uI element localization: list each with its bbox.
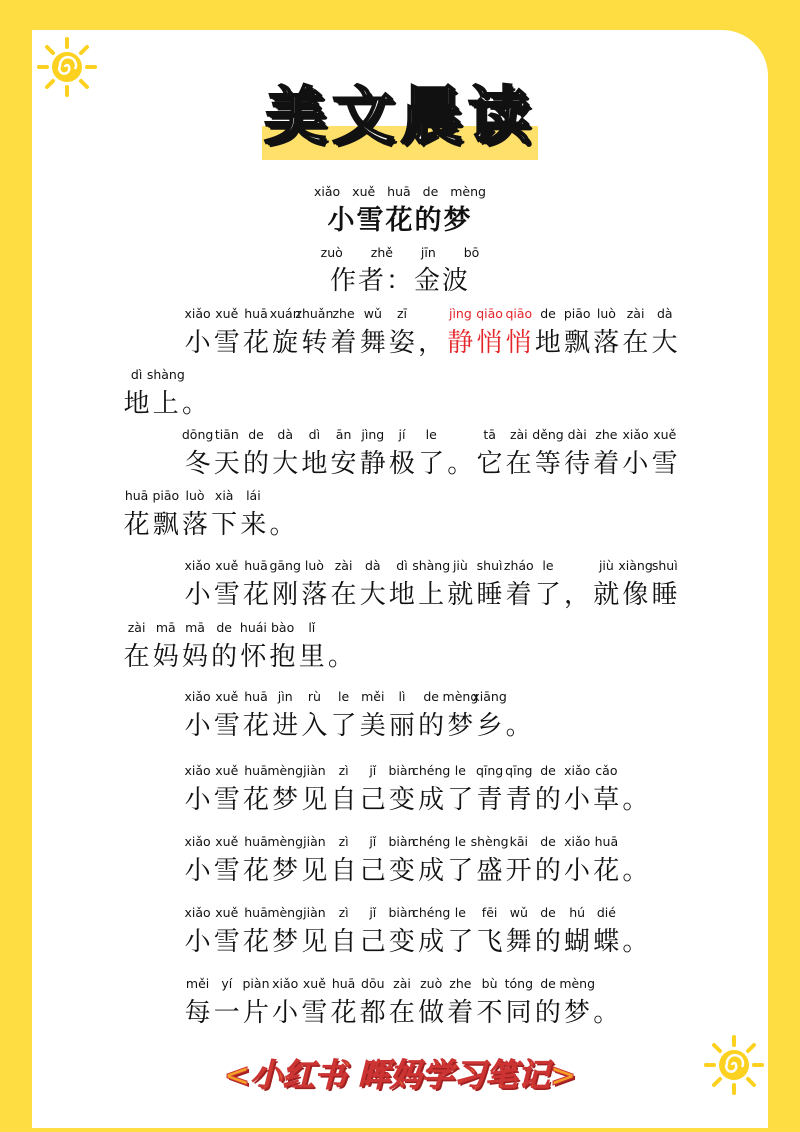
pinyin-syllable: biàn [388,834,416,849]
pinyin-syllable: zài [509,427,528,442]
hanzi-char: 下 [211,510,238,540]
hanzi-char: 乡 [476,711,503,741]
hanzi-char: ， [564,580,591,610]
hanzi-char: 雪 [213,856,240,886]
pinyin-syllable: zì [338,763,349,778]
hanzi-char: 冬 [184,449,211,479]
author-line: 作者：金波 [329,266,470,296]
pinyin-syllable: jiù [598,558,614,573]
hanzi-char: 着 [447,998,474,1028]
pinyin-syllable: dōu [361,976,385,991]
hanzi-char: 大 [359,580,386,610]
hanzi-char: 雪 [213,785,240,815]
pinyin-syllable: mèng [267,763,304,778]
pinyin-syllable: tóng [504,976,533,991]
pinyin-syllable: piàn [242,976,270,991]
story-line [183,779,650,815]
pinyin-syllable: de [540,834,556,849]
hanzi-char: 蝴 [564,927,591,957]
title-pinyin: xiǎo xuě huā de mèng [314,184,486,199]
hanzi-char: 每 [184,998,211,1028]
hanzi-char: 飘 [564,328,591,358]
pinyin-syllable: dōng [181,427,214,442]
hanzi-char: 花 [242,856,269,886]
pinyin-syllable: děng [532,427,564,442]
pinyin-syllable: huái [239,620,267,635]
hanzi-char: 小 [184,785,211,815]
hanzi-char: 天 [213,449,240,479]
hanzi-char: 。 [181,389,208,419]
hanzi-char: 大 [272,449,299,479]
pinyin-syllable: biàn [388,905,416,920]
pinyin-syllable: mèng [559,976,596,991]
pinyin-syllable: xiǎo [184,689,211,704]
story-title: 小雪花的梦 [327,205,473,236]
pinyin-syllable: zài [393,976,411,991]
hanzi-char: 地 [123,389,150,419]
pinyin-syllable: jí [398,427,406,442]
hanzi-char: 雪 [213,927,240,957]
pinyin-syllable: mā [185,620,205,635]
hanzi-char: 安 [330,449,357,479]
pinyin-syllable: qīng [505,763,533,778]
pinyin-syllable: jiàn [303,763,326,778]
hanzi-char: 地 [301,449,328,479]
pinyin-syllable: de [540,976,556,991]
pinyin-syllable: ān [335,427,352,442]
pinyin-syllable: xuě [215,558,239,573]
pinyin-syllable: huā [594,834,619,849]
hanzi-char: 悄 [476,328,503,358]
pinyin-syllable: luò [596,306,616,321]
pinyin-syllable: jìng [361,427,385,442]
hanzi-char: 小 [184,580,211,610]
hanzi-char: 。 [447,449,474,479]
pinyin-syllable: zī [396,306,408,321]
hanzi-char: 了 [330,711,357,741]
hanzi-char: 一 [213,998,240,1028]
pinyin-syllable: huā [244,558,268,573]
hanzi-char: 开 [505,856,532,886]
pinyin-syllable: mā [155,620,176,635]
pinyin-syllable: chéng [412,763,451,778]
pinyin-syllable: le [425,427,437,442]
hanzi-char: 它 [476,449,503,479]
pinyin-syllable: huā [331,976,356,991]
hanzi-char: 姿 [388,328,415,358]
hanzi-char: 的 [418,711,445,741]
hanzi-char: 的 [211,642,238,672]
pinyin-syllable: qiāo [476,306,503,321]
pinyin-syllable: mèng [267,905,304,920]
pinyin-syllable: dà [656,306,673,321]
hanzi-char: 就 [447,580,474,610]
hanzi-char: 在 [505,449,532,479]
hanzi-char: 待 [564,449,591,479]
pinyin-syllable: hú [569,905,586,920]
hanzi-char: 梦 [564,998,591,1028]
hanzi-char: 变 [388,927,415,957]
hanzi-char: 怀 [240,642,267,672]
hanzi-char: 己 [359,785,386,815]
hanzi-char: 雪 [301,998,328,1028]
hanzi-char: 飞 [476,927,503,957]
pinyin-syllable: zuò [420,976,443,991]
hanzi-char: 成 [418,927,445,957]
hanzi-char: 的 [534,998,561,1028]
pinyin-syllable: huā [244,306,268,321]
hanzi-char: 花 [242,580,269,610]
pinyin-syllable: rù [307,689,321,704]
hanzi-char: 了 [447,856,474,886]
hanzi-char: 转 [301,328,328,358]
hanzi-char: 地 [388,580,415,610]
pinyin-syllable: fēi [481,905,498,920]
hanzi-char: 睡 [476,580,503,610]
pinyin-syllable: xiǎo [184,558,211,573]
header-title: 美文晨读 [263,79,536,152]
hanzi-char: 雪 [213,328,240,358]
hanzi-char: 。 [622,785,649,815]
hanzi-char: 悄 [505,328,532,358]
hanzi-char: 己 [359,927,386,957]
hanzi-char: 旋 [272,328,299,358]
story-line [183,850,650,886]
pinyin-syllable: zhe [332,306,355,321]
pinyin-syllable: dié [596,905,616,920]
hanzi-char: 在 [330,580,357,610]
pinyin-syllable: dì [396,558,408,573]
hanzi-char: 着 [330,328,357,358]
hanzi-char: 舞 [505,927,532,957]
pinyin-syllable: zài [334,558,353,573]
pinyin-syllable: xiǎo [622,427,649,442]
pinyin-syllable: jǐ [369,763,377,778]
pinyin-syllable: xuě [215,689,239,704]
pinyin-syllable: qiāo [505,306,533,321]
hanzi-char: 睡 [651,580,678,610]
pinyin-syllable: xiǎo [184,306,211,321]
pinyin-syllable: luò [185,488,205,503]
hanzi-char: 蝶 [593,927,620,957]
hanzi-char: 妈 [152,642,179,672]
pinyin-syllable: le [338,689,350,704]
hanzi-char: 花 [330,998,357,1028]
story-line [183,443,679,479]
pinyin-syllable: xiǎo [184,763,211,778]
hanzi-char: 的 [242,449,269,479]
hanzi-char: 小 [564,856,591,886]
pinyin-syllable: dì [308,427,321,442]
pinyin-syllable: yí [221,976,233,991]
hanzi-char: 梦 [272,785,299,815]
hanzi-char: 舞 [359,328,386,358]
hanzi-char: 来 [240,510,267,540]
hanzi-char: 妈 [181,642,208,672]
pinyin-syllable: luò [304,558,324,573]
hanzi-char: 草 [593,785,620,815]
hanzi-char: 的 [534,856,561,886]
hanzi-char: 成 [418,856,445,886]
pinyin-syllable: shèng [470,834,509,849]
story-line [183,322,679,358]
pinyin-syllable: mèng [267,834,304,849]
pinyin-syllable: qīng [475,763,504,778]
hanzi-char: 小 [272,998,299,1028]
pinyin-syllable: biàn [388,763,416,778]
hanzi-char: 雪 [213,580,240,610]
author-pinyin: zuò zhě jīn bō [320,245,480,260]
hanzi-char: 上 [152,389,179,419]
pinyin-syllable: huā [244,763,268,778]
hanzi-char: 小 [184,927,211,957]
pinyin-syllable: zhe [449,976,472,991]
pinyin-syllable: de [540,306,556,321]
pinyin-syllable: shuì [476,558,503,573]
story-line [183,921,650,957]
hanzi-char: 美 [359,711,386,741]
hanzi-char: 刚 [272,580,299,610]
hanzi-char: 见 [301,856,328,886]
pinyin-syllable: jiàn [303,834,326,849]
hanzi-char: 梦 [447,711,474,741]
hanzi-char: 进 [272,711,299,741]
pinyin-syllable: de [540,905,556,920]
hanzi-char: 。 [269,510,296,540]
pinyin-syllable: xuě [215,905,239,920]
story-line [183,992,621,1028]
pinyin-syllable: shàng [412,558,451,573]
hanzi-char: 自 [330,856,357,886]
pinyin-syllable: le [542,558,554,573]
hanzi-char: 。 [593,998,620,1028]
hanzi-char: 成 [418,785,445,815]
pinyin-syllable: xià [214,488,234,503]
hanzi-char: 里 [298,642,325,672]
hanzi-char: 极 [388,449,415,479]
pinyin-syllable: xiāng [472,689,507,704]
hanzi-char: 飘 [152,510,179,540]
hanzi-char: 入 [301,711,328,741]
pinyin-syllable: chéng [412,905,451,920]
hanzi-char: 着 [593,449,620,479]
pinyin-syllable: bù [481,976,498,991]
pinyin-syllable: měi [361,689,385,704]
hanzi-char: 小 [622,449,649,479]
story-line [122,504,297,540]
hanzi-char: 了 [447,927,474,957]
pinyin-syllable: xuě [215,306,239,321]
hanzi-char: 自 [330,927,357,957]
pinyin-syllable: jiàn [303,905,326,920]
pinyin-syllable: xiǎo [272,976,299,991]
hanzi-char: 小 [184,856,211,886]
hanzi-char: 雪 [213,711,240,741]
hanzi-char: 抱 [269,642,296,672]
story-line [122,636,356,672]
pinyin-syllable: xuě [215,834,239,849]
pinyin-syllable: de [248,427,264,442]
hanzi-char: 就 [593,580,620,610]
pinyin-syllable: xiǎo [564,834,591,849]
pinyin-syllable: zhe [595,427,618,442]
pinyin-syllable: le [454,905,466,920]
pinyin-syllable: huā [244,689,268,704]
hanzi-char: 变 [388,785,415,815]
pinyin-syllable: chéng [412,834,451,849]
hanzi-char: 见 [301,927,328,957]
pinyin-syllable: piāo [152,488,180,503]
hanzi-char: 花 [242,927,269,957]
pinyin-syllable: de [540,763,556,778]
pinyin-syllable: le [454,763,466,778]
hanzi-char: 小 [184,711,211,741]
pinyin-syllable: huā [124,488,149,503]
pinyin-syllable: cǎo [595,763,618,778]
hanzi-char: 雪 [651,449,678,479]
pinyin-syllable: xuě [215,763,239,778]
pinyin-syllable: zháo [503,558,534,573]
hanzi-char: 静 [359,449,386,479]
pinyin-syllable: bào [270,620,295,635]
hanzi-char: 等 [534,449,561,479]
hanzi-char: 花 [242,328,269,358]
hanzi-char: 。 [622,856,649,886]
hanzi-char: 盛 [476,856,503,886]
hanzi-char: 花 [242,785,269,815]
pinyin-syllable: jǐ [369,834,377,849]
hanzi-char: 的 [534,927,561,957]
pinyin-syllable: xiǎo [184,905,211,920]
hanzi-char: 了 [447,785,474,815]
hanzi-char: 。 [505,711,532,741]
hanzi-char: 小 [564,785,591,815]
hanzi-char: 落 [181,510,208,540]
pinyin-syllable: xiǎo [564,763,591,778]
pinyin-syllable: mèng [442,689,479,704]
hanzi-char: 在 [622,328,649,358]
pinyin-syllable: wǔ [363,306,382,321]
hanzi-char: 花 [242,711,269,741]
pinyin-syllable: le [454,834,466,849]
pinyin-syllable: xiǎo [184,834,211,849]
story-line [183,574,679,610]
pinyin-syllable: huā [244,834,268,849]
pinyin-syllable: jǐ [369,905,377,920]
hanzi-char: 片 [242,998,269,1028]
pinyin-syllable: huā [244,905,268,920]
hanzi-char: 青 [505,785,532,815]
pinyin-syllable: xuě [302,976,326,991]
pinyin-syllable: dì [130,367,143,382]
hanzi-char: 地 [534,328,561,358]
pinyin-syllable: jìng [448,306,472,321]
story-line [183,705,533,741]
pinyin-syllable: xuán [269,306,301,321]
pinyin-syllable: jìn [277,689,293,704]
pinyin-syllable: tiān [214,427,239,442]
pinyin-syllable: wǔ [509,905,528,920]
hanzi-char: 上 [418,580,445,610]
pinyin-syllable: xiàng [618,558,653,573]
hanzi-char: 小 [184,328,211,358]
hanzi-char: 同 [505,998,532,1028]
hanzi-char: 花 [593,856,620,886]
hanzi-char: 静 [447,328,474,358]
pinyin-syllable: shuì [651,558,678,573]
pinyin-syllable: dài [567,427,587,442]
hanzi-char: 了 [418,449,445,479]
hanzi-char: 在 [123,642,150,672]
story-line [122,383,210,419]
footer-watermark: <小红书 晖妈学习笔记> [223,1056,577,1094]
pinyin-syllable: dà [364,558,381,573]
hanzi-char: 己 [359,856,386,886]
hanzi-char: 变 [388,856,415,886]
hanzi-char: 做 [418,998,445,1028]
hanzi-char: 着 [505,580,532,610]
pinyin-syllable: jiù [452,558,468,573]
hanzi-char: 了 [534,580,561,610]
pinyin-syllable: lǐ [308,620,316,635]
pinyin-syllable: zài [127,620,146,635]
pinyin-syllable: xuě [653,427,677,442]
pinyin-syllable: dà [277,427,293,442]
pinyin-syllable: de [423,689,439,704]
hanzi-char: 落 [593,328,620,358]
hanzi-char: 花 [123,510,150,540]
hanzi-char: 梦 [272,856,299,886]
hanzi-char: 的 [534,785,561,815]
pinyin-syllable: zì [338,834,349,849]
pinyin-syllable: de [216,620,232,635]
hanzi-char: 。 [622,927,649,957]
hanzi-char: 梦 [272,927,299,957]
hanzi-char: 在 [388,998,415,1028]
hanzi-char: ， [418,328,445,358]
hanzi-char: 大 [651,328,678,358]
hanzi-char: 见 [301,785,328,815]
pinyin-syllable: gāng [269,558,301,573]
hanzi-char: 自 [330,785,357,815]
hanzi-char: 都 [359,998,386,1028]
pinyin-syllable: zì [338,905,349,920]
pinyin-syllable: zài [626,306,645,321]
hanzi-char: 不 [476,998,503,1028]
pinyin-syllable: kāi [509,834,528,849]
pinyin-syllable: zhuǎn [295,306,334,321]
hanzi-char: 青 [476,785,503,815]
pinyin-syllable: piāo [563,306,591,321]
pinyin-syllable: lì [398,689,406,704]
hanzi-char: 丽 [388,711,415,741]
pinyin-syllable: shàng [146,367,185,382]
hanzi-char: 像 [622,580,649,610]
pinyin-syllable: měi [185,976,210,991]
pinyin-syllable: lái [246,488,261,503]
hanzi-char: 。 [327,642,354,672]
hanzi-char: 落 [301,580,328,610]
pinyin-syllable: tā [483,427,496,442]
